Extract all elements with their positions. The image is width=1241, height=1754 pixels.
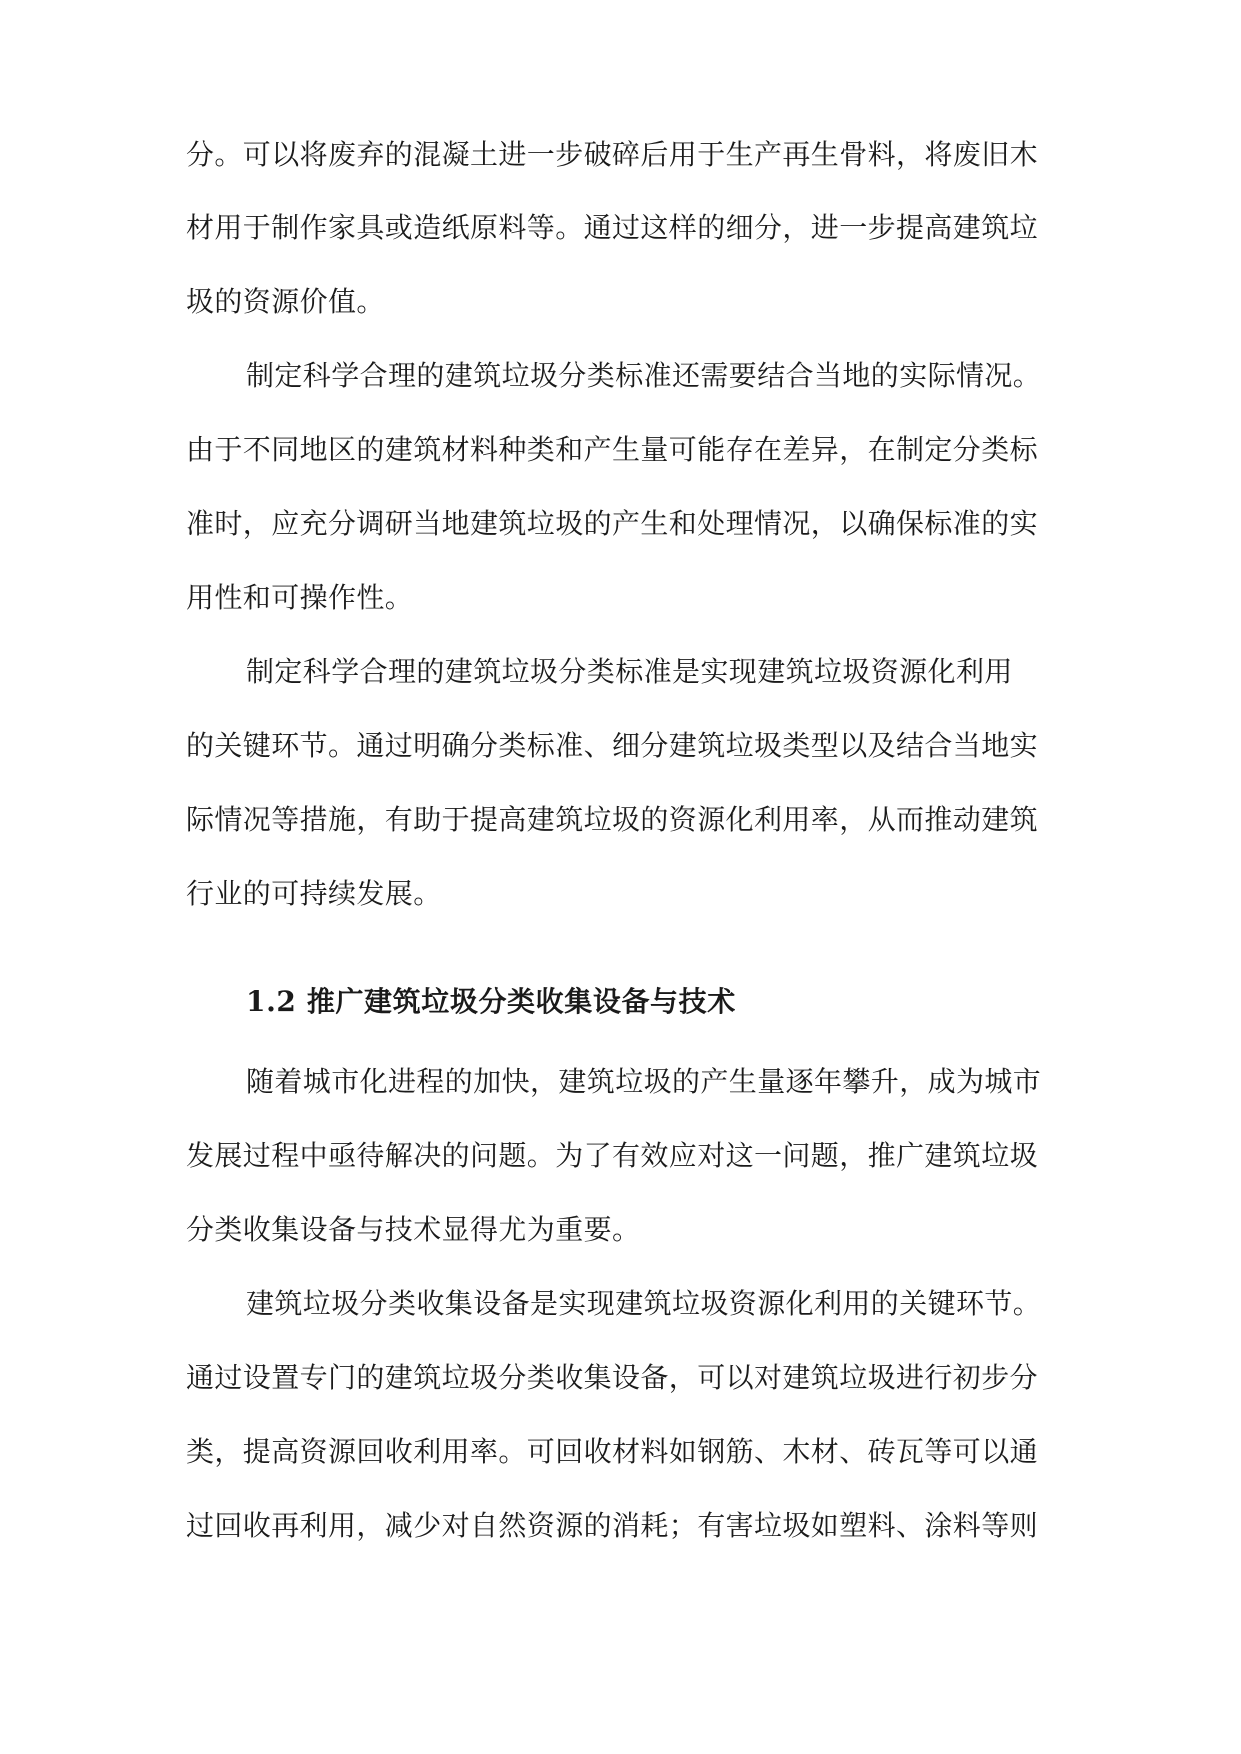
text-line: 类，提高资源回收利用率。可回收材料如钢筋、木材、砖瓦等可以通 (186, 1435, 1039, 1468)
section-heading: 1.2 推广建筑垃圾分类收集设备与技术 (246, 985, 736, 1018)
text-line: 分。可以将废弃的混凝土进一步破碎后用于生产再生骨料，将废旧木 (186, 138, 1039, 171)
paragraph-first-line: 建筑垃圾分类收集设备是实现建筑垃圾资源化利用的关键环节。 (246, 1287, 1042, 1320)
text-line: 的关键环节。通过明确分类标准、细分建筑垃圾类型以及结合当地实 (186, 729, 1039, 762)
text-line: 圾的资源价值。 (186, 285, 385, 318)
text-line: 行业的可持续发展。 (186, 877, 442, 910)
paragraph-first-line: 制定科学合理的建筑垃圾分类标准是实现建筑垃圾资源化利用 (246, 655, 1013, 688)
text-line: 发展过程中亟待解决的问题。为了有效应对这一问题，推广建筑垃圾 (186, 1139, 1039, 1172)
text-line: 材用于制作家具或造纸原料等。通过这样的细分，进一步提高建筑垃 (186, 211, 1039, 244)
paragraph-first-line: 随着城市化进程的加快，建筑垃圾的产生量逐年攀升，成为城市 (246, 1065, 1042, 1098)
text-line: 准时，应充分调研当地建筑垃圾的产生和处理情况，以确保标准的实 (186, 507, 1039, 540)
text-line: 由于不同地区的建筑材料种类和产生量可能存在差异，在制定分类标 (186, 433, 1039, 466)
paragraph-first-line: 制定科学合理的建筑垃圾分类标准还需要结合当地的实际情况。 (246, 359, 1042, 392)
text-line: 用性和可操作性。 (186, 581, 414, 614)
text-line: 分类收集设备与技术显得尤为重要。 (186, 1213, 641, 1246)
text-line: 际情况等措施，有助于提高建筑垃圾的资源化利用率，从而推动建筑 (186, 803, 1039, 836)
text-line: 通过设置专门的建筑垃圾分类收集设备，可以对建筑垃圾进行初步分 (186, 1361, 1039, 1394)
text-line: 过回收再利用，减少对自然资源的消耗；有害垃圾如塑料、涂料等则 (186, 1509, 1039, 1542)
